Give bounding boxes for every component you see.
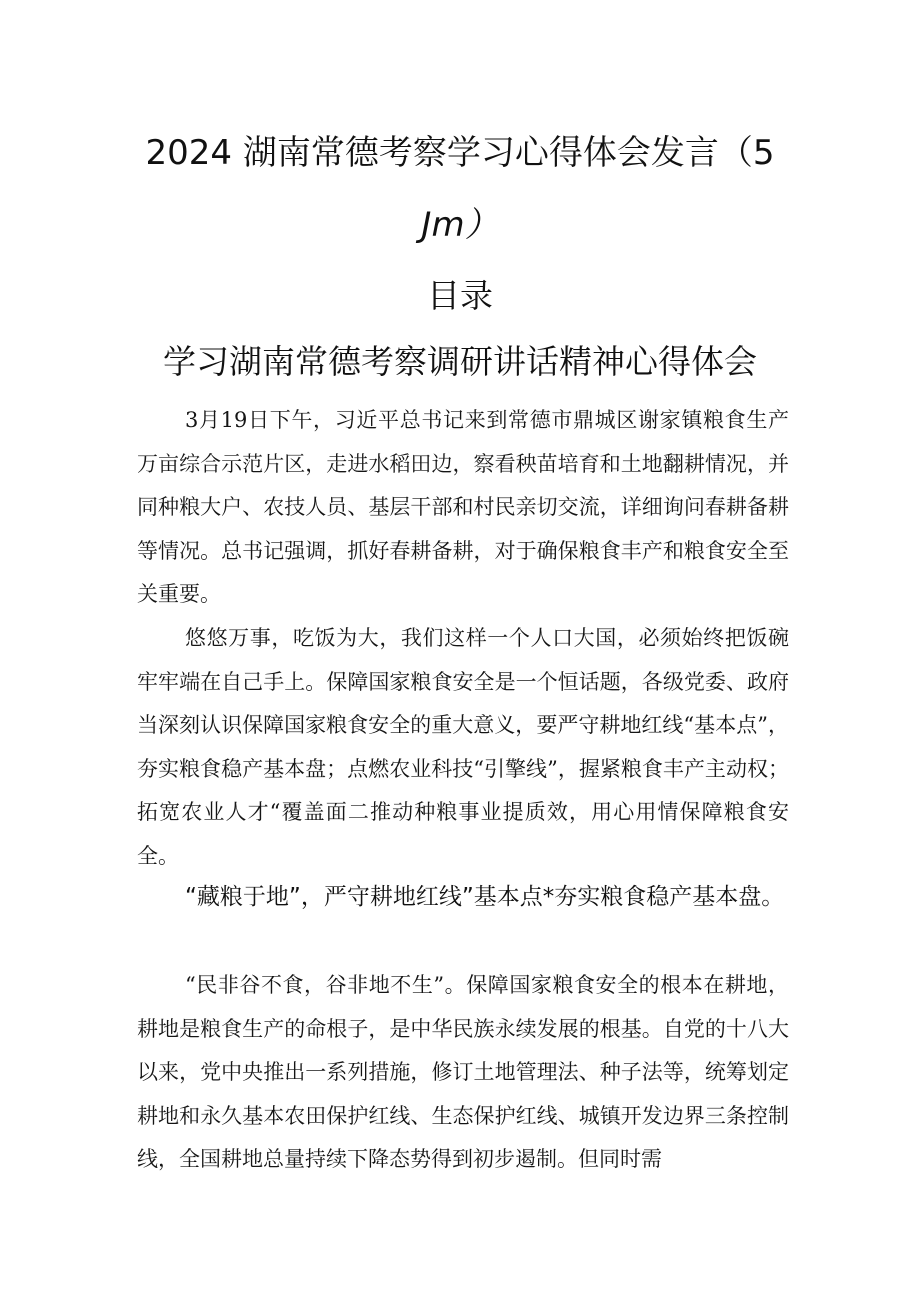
paragraph-3: “民非谷不食，谷非地不生”。保障国家粮食安全的根本在耕地，耕地是粮食生产的命根子，是中华民族永续发展的根基。自党的十八大以来，党中央推出一系列措施，修订土地管理法、种子法等，统筹划定耕地和永久基本农田保护红线、生态保护红线、城镇开发边界三条控制线，全国耕地总量持续下降态势得到初步遏制。但同时需 (137, 973, 789, 1172)
section-title: 学习湖南常德考察调研讲话精神心得体会 (163, 342, 757, 381)
subheading: “藏粮于地”，严守耕地红线”基本点*夯实粮食稳产基本盘。 (185, 884, 785, 910)
paragraph-2: 悠悠万事，吃饭为大，我们这样一个人口大国，必须始终把饭碗牢牢端在自己手上。保障国家粮食安全是一个恒话题，各级党委、政府当深刻认识保障国家粮食安全的重大意义，要严守耕地红线“基本点”，夯实粮食稳产基本盘；点燃农业科技“引擎线”，握紧粮食丰产主动权；拓宽农业人才“覆盖面二推动种粮事业提质效，用心用情保障粮食安全。 (137, 626, 789, 868)
paragraph-1: 3月19日下午，习近平总书记来到常德市鼎城区谢家镇粮食生产万亩综合示范片区，走进水稻田边，察看秧苗培育和土地翻耕情况，并同种粮大户、农技人员、基层干部和村民亲切交流，详细询问春耕备耕等情况。总书记强调，抓好春耕备耕，对于确保粮食丰产和粮食安全至关重要。 (137, 408, 789, 607)
document-title-line-2: Jm） (421, 205, 499, 245)
document-title-line-1: 2024 湖南常德考察学习心得体会发言（5 (145, 133, 775, 173)
table-of-contents-heading: 目录 (427, 276, 493, 315)
